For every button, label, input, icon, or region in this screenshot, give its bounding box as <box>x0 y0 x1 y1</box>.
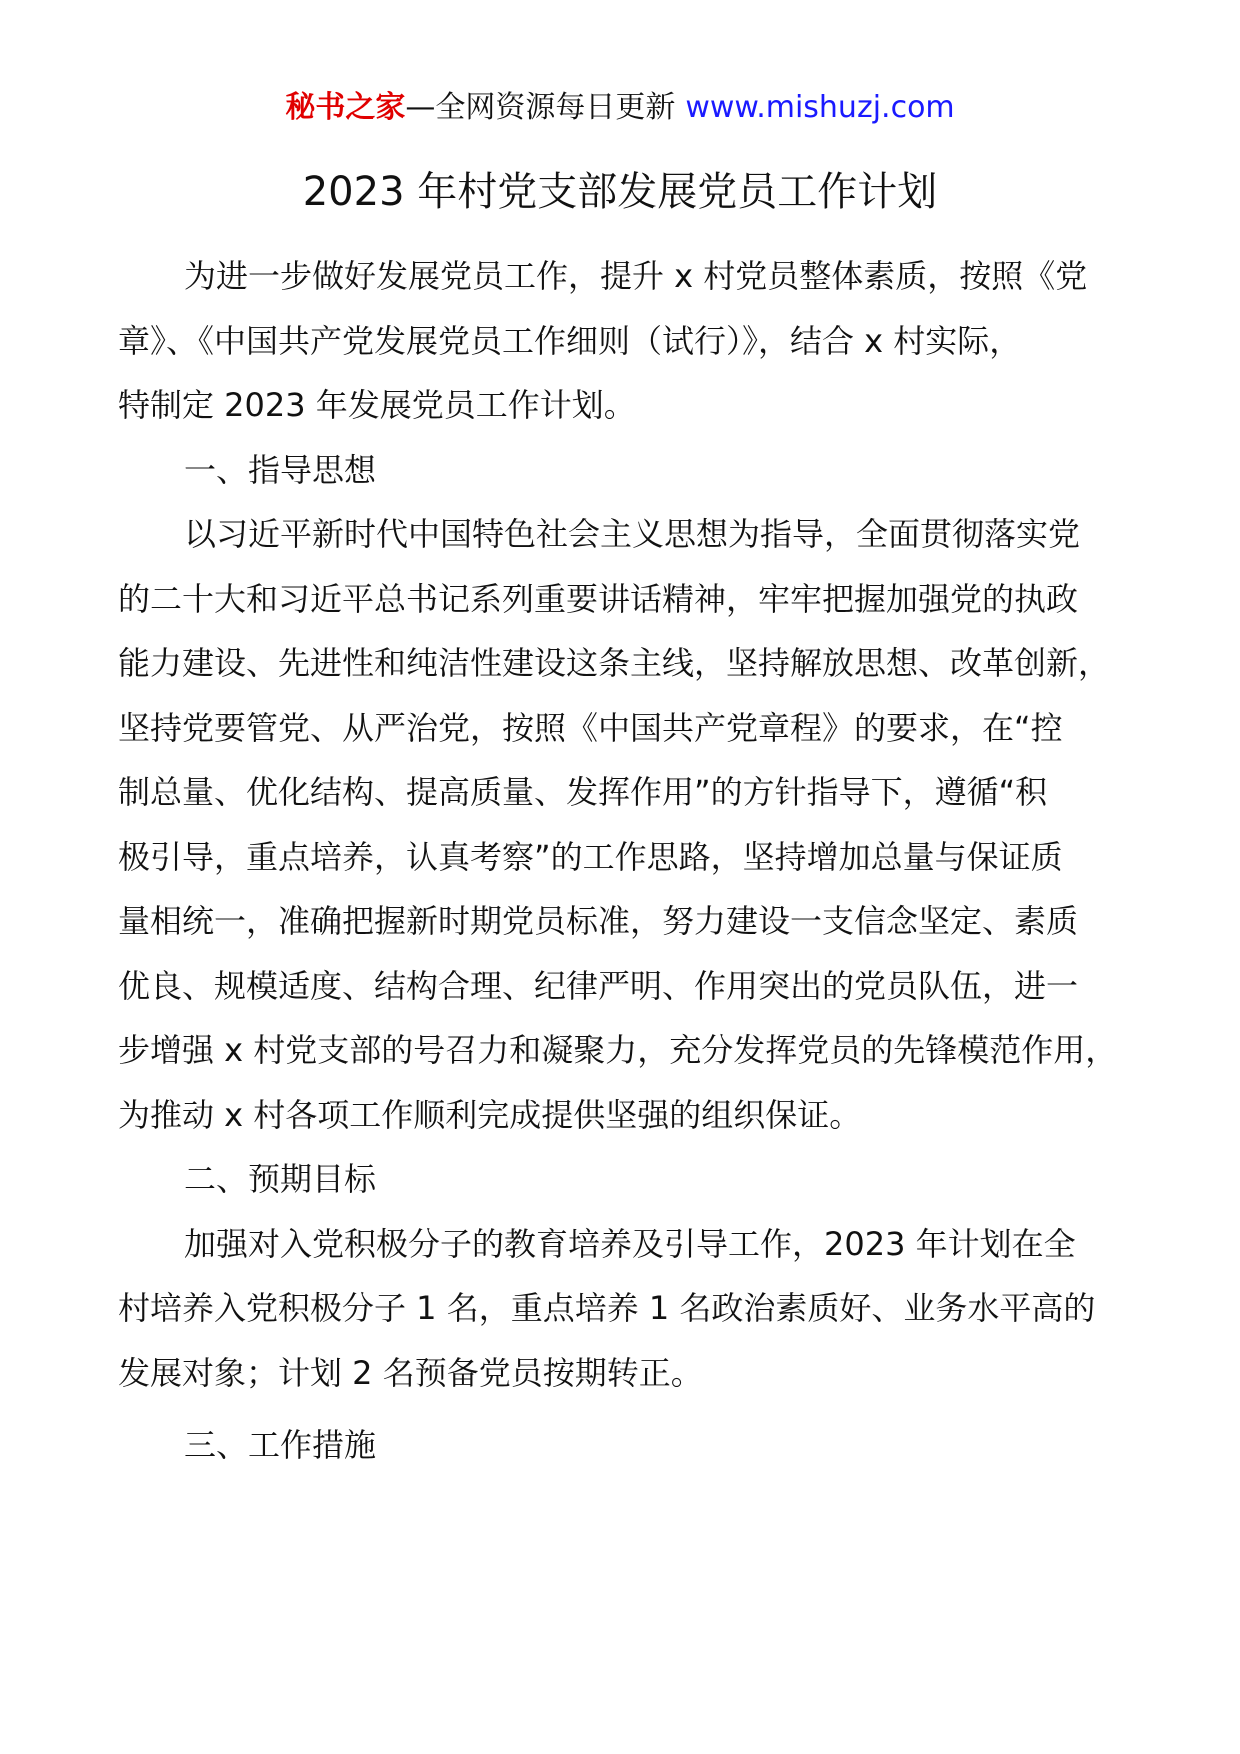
site-tagline: —全网资源每日更新 <box>405 90 676 125</box>
section-heading-work-measures: 三、工作措施 <box>184 1426 377 1464</box>
paragraph-line: 坚持党要管党、从严治党，按照《中国共产党章程》的要求，在“控 <box>118 708 1063 747</box>
expected-goals-paragraph <box>118 1212 1128 1406</box>
paragraph-line: 村培养入党积极分子 1 名，重点培养 1 名政治素质好、业务水平高的 <box>118 1289 1096 1327</box>
paragraph-line: 步增强 x 村党支部的号召力和凝聚力，充分发挥党员的先锋模范作用， <box>118 1031 1118 1069</box>
document-body <box>118 244 1128 1478</box>
paragraph-line: 能力建设、先进性和纯洁性建设这条主线，坚持解放思想、改革创新， <box>118 644 1111 682</box>
paragraph-line: 加强对入党积极分子的教育培养及引导工作，2023 年计划在全 <box>184 1224 1076 1263</box>
paragraph-line: 的二十大和习近平总书记系列重要讲话精神，牢牢把握加强党的执政 <box>118 579 1079 618</box>
paragraph-line: 极引导，重点培养，认真考察”的工作思路，坚持增加总量与保证质 <box>118 837 1063 876</box>
section-heading-guiding-ideology: 一、指导思想 <box>184 450 377 489</box>
intro-paragraph <box>118 244 1128 438</box>
document-title: 2023 年村党支部发展党员工作计划 <box>302 169 938 215</box>
paragraph-line: 特制定 2023 年发展党员工作计划。 <box>118 386 636 424</box>
section-heading-expected-goals: 二、预期目标 <box>184 1160 377 1198</box>
site-url-link[interactable]: www.mishuzj.com <box>685 90 955 125</box>
paragraph-line: 发展对象；计划 2 名预备党员按期转正。 <box>118 1353 703 1392</box>
spacer <box>118 1405 1128 1413</box>
paragraph-line: 制总量、优化结构、提高质量、发挥作用”的方针指导下，遵循“积 <box>118 773 1048 811</box>
site-brand: 秘书之家 <box>285 90 406 125</box>
paragraph-line: 为推动 x 村各项工作顺利完成提供坚强的组织保证。 <box>118 1095 862 1134</box>
paragraph-line: 优良、规模适度、结构合理、纪律严明、作用突出的党员队伍，进一 <box>118 966 1079 1005</box>
guiding-ideology-paragraph <box>118 502 1128 1147</box>
paragraph-line: 量相统一，准确把握新时期党员标准，努力建设一支信念坚定、素质 <box>118 902 1079 940</box>
paragraph-line: 以习近平新时代中国特色社会主义思想为指导，全面贯彻落实党 <box>184 515 1081 553</box>
paragraph-line: 章》、《中国共产党发展党员工作细则（试行）》，结合 x 村实际， <box>118 321 1022 360</box>
paragraph-line: 为进一步做好发展党员工作，提升 x 村党员整体素质，按照《党 <box>184 257 1088 295</box>
site-header <box>0 86 1240 130</box>
